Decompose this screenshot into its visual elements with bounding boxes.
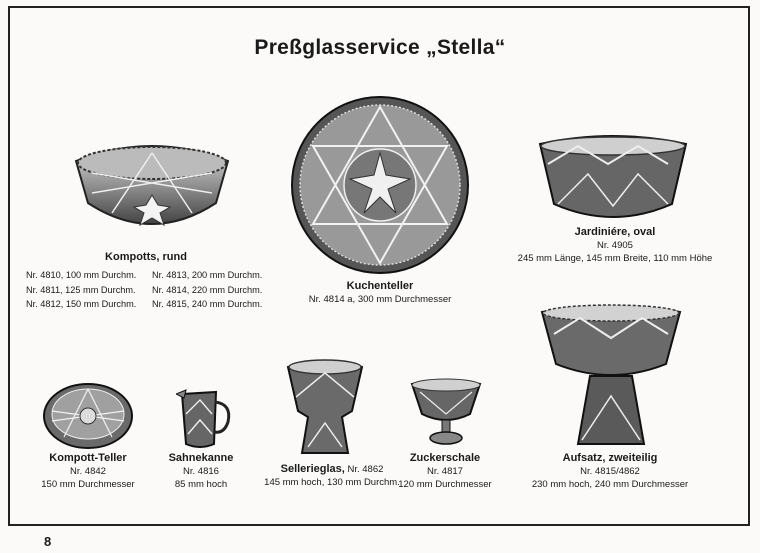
sahnekanne-name: Sahnekanne <box>168 452 234 464</box>
aufsatz-size: 230 mm hoch, 240 mm Durchmesser <box>531 479 689 490</box>
kuchenteller-caption <box>280 280 480 306</box>
kompott-teller-size: 150 mm Durchmesser <box>41 479 135 490</box>
jardiniere-image <box>538 134 688 224</box>
kuchenteller-name: Kuchenteller <box>346 280 414 292</box>
zuckerschale-size: 120 mm Durchmesser <box>398 479 492 490</box>
kompott-size: Nr. 4813, 200 mm Durchm. <box>152 270 263 280</box>
kuchenteller-detail: Nr. 4814 a, 300 mm Durchmesser <box>308 294 452 305</box>
kompotts-sizes-right <box>152 268 262 312</box>
kompott-teller-nr: Nr. 4842 <box>70 466 106 477</box>
zuckerschale-caption <box>380 452 510 491</box>
kompott-size: Nr. 4811, 125 mm Durchm. <box>26 284 136 295</box>
jardiniere-nr: Nr. 4905 <box>597 240 633 251</box>
page-title: Preßglasservice „Stella“ <box>254 36 506 59</box>
kompotts-caption <box>46 251 246 264</box>
sahnekanne-caption <box>146 452 256 491</box>
sahnekanne-nr: Nr. 4816 <box>183 466 219 477</box>
kompotts-name: Kompotts, rund <box>105 251 187 263</box>
aufsatz-image <box>540 304 682 449</box>
kompott-size: Nr. 4814, 220 mm Durchm. <box>152 284 263 295</box>
kompott-teller-image <box>42 381 134 451</box>
sahnekanne-size: 85 mm hoch <box>174 479 228 490</box>
kompott-size: Nr. 4812, 150 mm Durchm. <box>26 299 137 309</box>
kompott-bowl-image <box>72 133 232 238</box>
zuckerschale-nr: Nr. 4817 <box>427 466 463 477</box>
kompott-teller-caption <box>18 452 158 491</box>
jardiniere-name: Jardiniére, oval <box>574 226 656 238</box>
jardiniere-caption <box>500 226 730 265</box>
zuckerschale-name: Zuckerschale <box>409 452 481 464</box>
sellerieglas-nr: Nr. 4862 <box>347 464 384 475</box>
sellerieglas-size: 145 mm hoch, 130 mm Durchm. <box>264 477 400 488</box>
aufsatz-name: Aufsatz, zweiteilig <box>562 452 658 464</box>
aufsatz-nr: Nr. 4815/4862 <box>580 466 640 477</box>
sellerieglas-name: Sellerieglas, <box>280 463 345 475</box>
kompott-size: Nr. 4815, 240 mm Durchm. <box>152 299 263 309</box>
page-number: 8 <box>44 534 52 549</box>
jardiniere-size: 245 mm Länge, 145 mm Breite, 110 mm Höhe <box>517 253 713 264</box>
kompotts-sizes-left <box>26 268 136 312</box>
zuckerschale-image <box>410 378 482 448</box>
kuchenteller-image <box>288 95 472 275</box>
kompott-teller-name: Kompott-Teller <box>49 452 127 464</box>
aufsatz-caption <box>520 452 700 491</box>
sahnekanne-image <box>176 388 234 450</box>
kompott-size: Nr. 4810, 100 mm Durchm. <box>26 270 137 280</box>
sellerieglas-image <box>286 357 364 459</box>
